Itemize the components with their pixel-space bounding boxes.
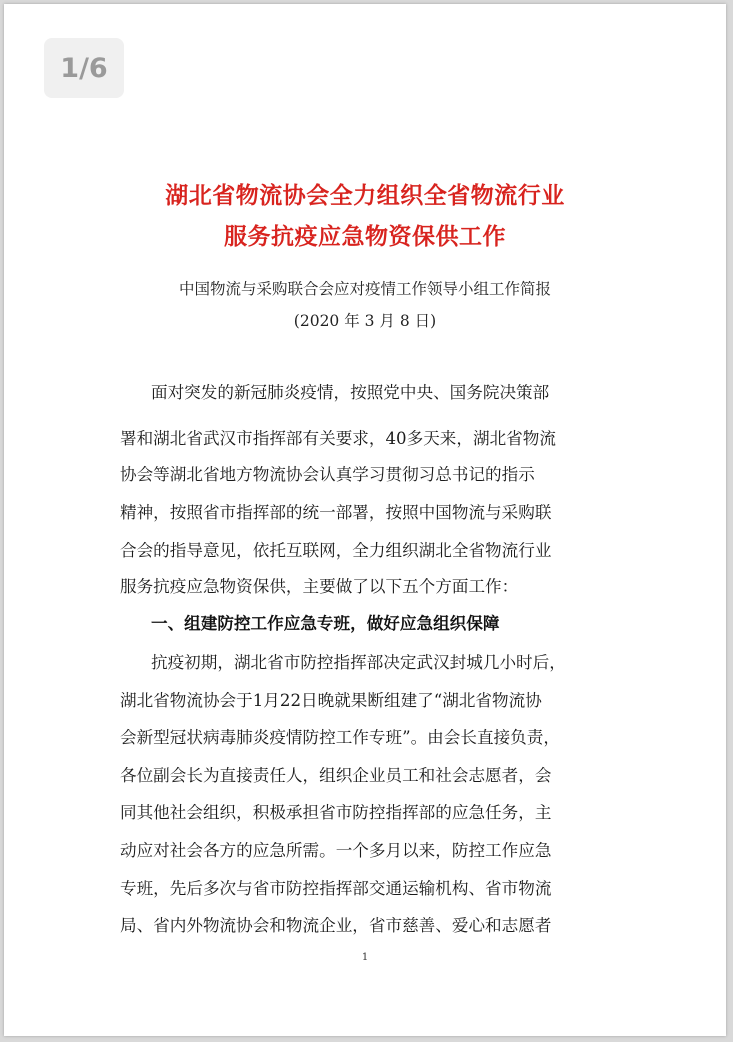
page-number: 1 [361,952,369,963]
paragraph-2-line-3: 会新型冠状病毒肺炎疫情防控工作专班”。由会长直接负责， [120,728,560,747]
paragraph-1-line-1: 面对突发的新冠肺炎疫情，按照党中央、国务院决策部 [151,383,550,402]
document-subtitle: 中国物流与采购联合会应对疫情工作领导小组工作简报 [178,280,551,298]
paragraph-2-line-1: 抗疫初期，湖北省市防控指挥部决定武汉封城几小时后， [151,653,566,672]
paragraph-2-line-5: 同其他社会组织，积极承担省市防控指挥部的应急任务，主 [120,803,552,822]
paragraph-2-line-4: 各位副会长为直接责任人，组织企业员工和社会志愿者，会 [120,766,552,785]
document-title-line-2: 服务抗疫应急物资保供工作 [224,224,506,250]
paragraph-2-line-6: 动应对社会各方的应急所需。一个多月以来，防控工作应急 [120,841,552,860]
paragraph-1-line-4: 精神，按照省市指挥部的统一部署，按照中国物流与采购联 [120,503,552,522]
page-indicator: 1/6 [44,38,124,98]
paragraph-1-line-3: 协会等湖北省地方物流协会认真学习贯彻习总书记的指示 [120,465,535,484]
paragraph-2-line-2: 湖北省物流协会于1月22日晚就果断组建了“湖北省物流协 [120,691,542,710]
paragraph-2-line-8: 局、省内外物流协会和物流企业，省市慈善、爱心和志愿者 [120,916,552,935]
document-title-line-1: 湖北省物流协会全力组织全省物流行业 [165,183,565,209]
paragraph-1-line-2: 署和湖北省武汉市指挥部有关要求，40多天来，湖北省物流 [120,429,556,448]
section-1-heading: 一、组建防控工作应急专班，做好应急组织保障 [151,614,500,633]
paragraph-2-line-7: 专班，先后多次与省市防控指挥部交通运输机构、省市物流 [120,879,552,898]
document-date: (2020 年 3 月 8 日) [293,312,437,330]
document-page [4,4,726,1036]
paragraph-1-line-5: 合会的指导意见，依托互联网，全力组织湖北全省物流行业 [120,541,552,560]
paragraph-1-line-6: 服务抗疫应急物资保供，主要做了以下五个方面工作： [120,577,519,596]
